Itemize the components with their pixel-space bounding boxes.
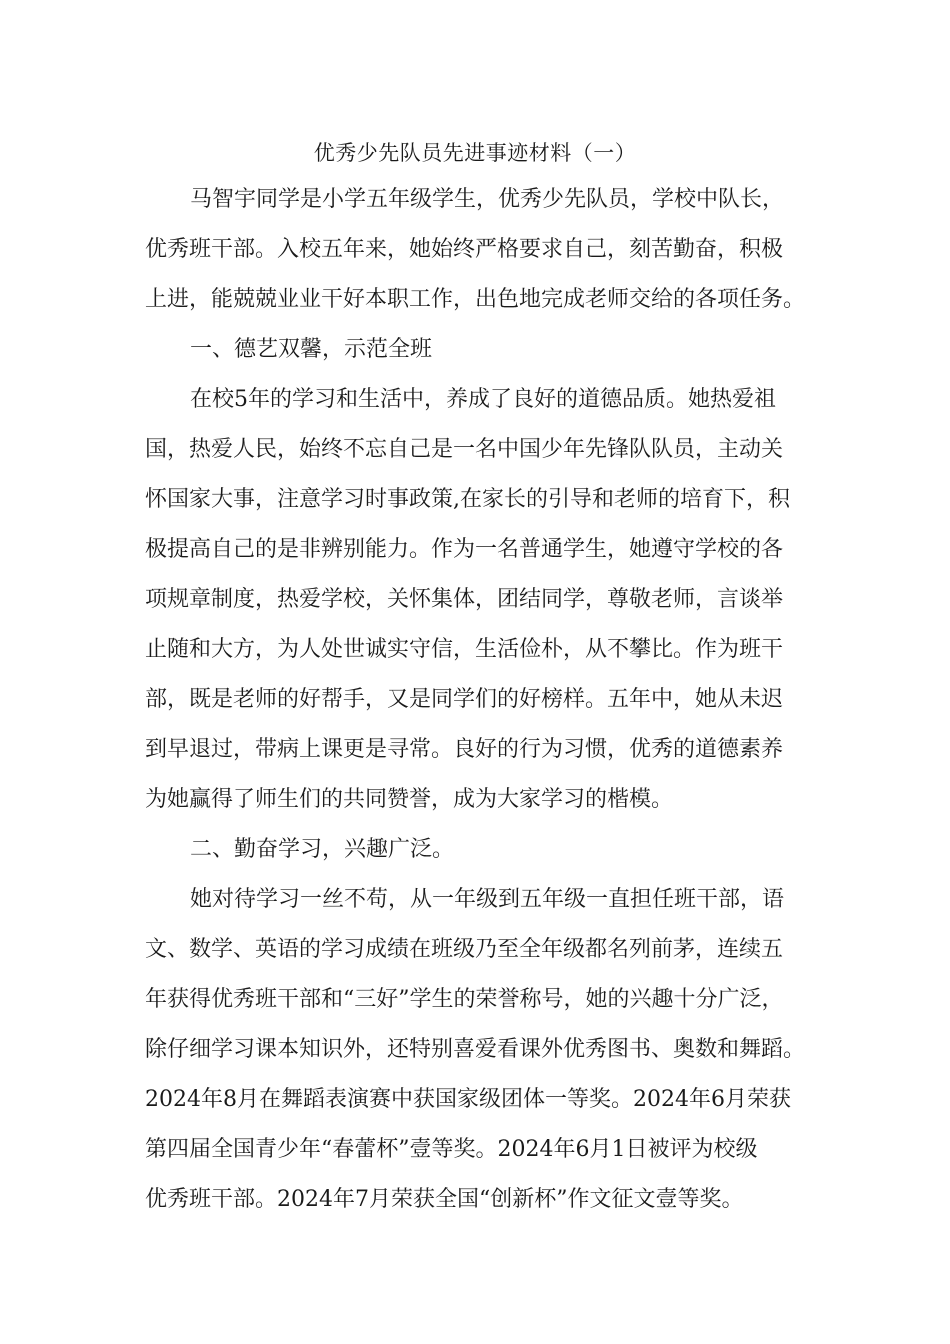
section-heading: 一、德艺双馨，示范全班 xyxy=(190,337,433,362)
paragraph-line: 优秀班干部。2024年7月荣获全国“创新杯”作文征文壹等奖。 xyxy=(145,1187,744,1212)
paragraph-line: 马智宇同学是小学五年级学生，优秀少先队员，学校中队长， xyxy=(190,187,785,212)
paragraph-line: 到早退过，带病上课更是寻常。良好的行为习惯，优秀的道德素养 xyxy=(145,737,784,762)
section-heading: 二、勤奋学习，兴趣广泛。 xyxy=(190,837,455,862)
paragraph-line: 上进，能兢兢业业干好本职工作，出色地完成老师交给的各项任务。 xyxy=(145,287,806,312)
paragraph-line: 为她赢得了师生们的共同赞誉，成为大家学习的楷模。 xyxy=(145,787,674,812)
paragraph-line: 第四届全国青少年“春蕾杯”壹等奖。2024年6月1日被评为校级 xyxy=(145,1137,758,1162)
paragraph-line: 优秀班干部。入校五年来，她始终严格要求自己，刻苦勤奋，积极 xyxy=(145,237,784,262)
paragraph-line: 在校5年的学习和生活中，养成了良好的道德品质。她热爱祖 xyxy=(190,387,776,412)
paragraph-line: 国，热爱人民，始终不忘自己是一名中国少年先锋队队员，主动关 xyxy=(145,437,784,462)
paragraph-line: 止随和大方，为人处世诚实守信，生活俭朴，从不攀比。作为班干 xyxy=(145,637,784,662)
paragraph-line: 年获得优秀班干部和“三好”学生的荣誉称号，她的兴趣十分广泛， xyxy=(145,987,784,1012)
paragraph-line: 极提高自己的是非辨别能力。作为一名普通学生，她遵守学校的各 xyxy=(145,537,784,562)
paragraph-line: 她对待学习一丝不苟，从一年级到五年级一直担任班干部，语 xyxy=(190,887,785,912)
paragraph-line: 怀国家大事，注意学习时事政策,在家长的引导和老师的培育下，积 xyxy=(145,487,790,512)
document-title: 优秀少先队员先进事迹材料（一） xyxy=(313,141,637,165)
paragraph-line: 文、数学、英语的学习成绩在班级乃至全年级都名列前茅，连续五 xyxy=(145,937,784,962)
paragraph-line: 项规章制度，热爱学校，关怀集体，团结同学，尊敬老师，言谈举 xyxy=(145,587,784,612)
paragraph-line: 部，既是老师的好帮手，又是同学们的好榜样。五年中，她从未迟 xyxy=(145,687,784,712)
paragraph-line: 2024年8月在舞蹈表演赛中获国家级团体一等奖。2024年6月荣获 xyxy=(145,1087,791,1112)
paragraph-line: 除仔细学习课本知识外，还特别喜爱看课外优秀图书、奥数和舞蹈。 xyxy=(145,1037,806,1062)
